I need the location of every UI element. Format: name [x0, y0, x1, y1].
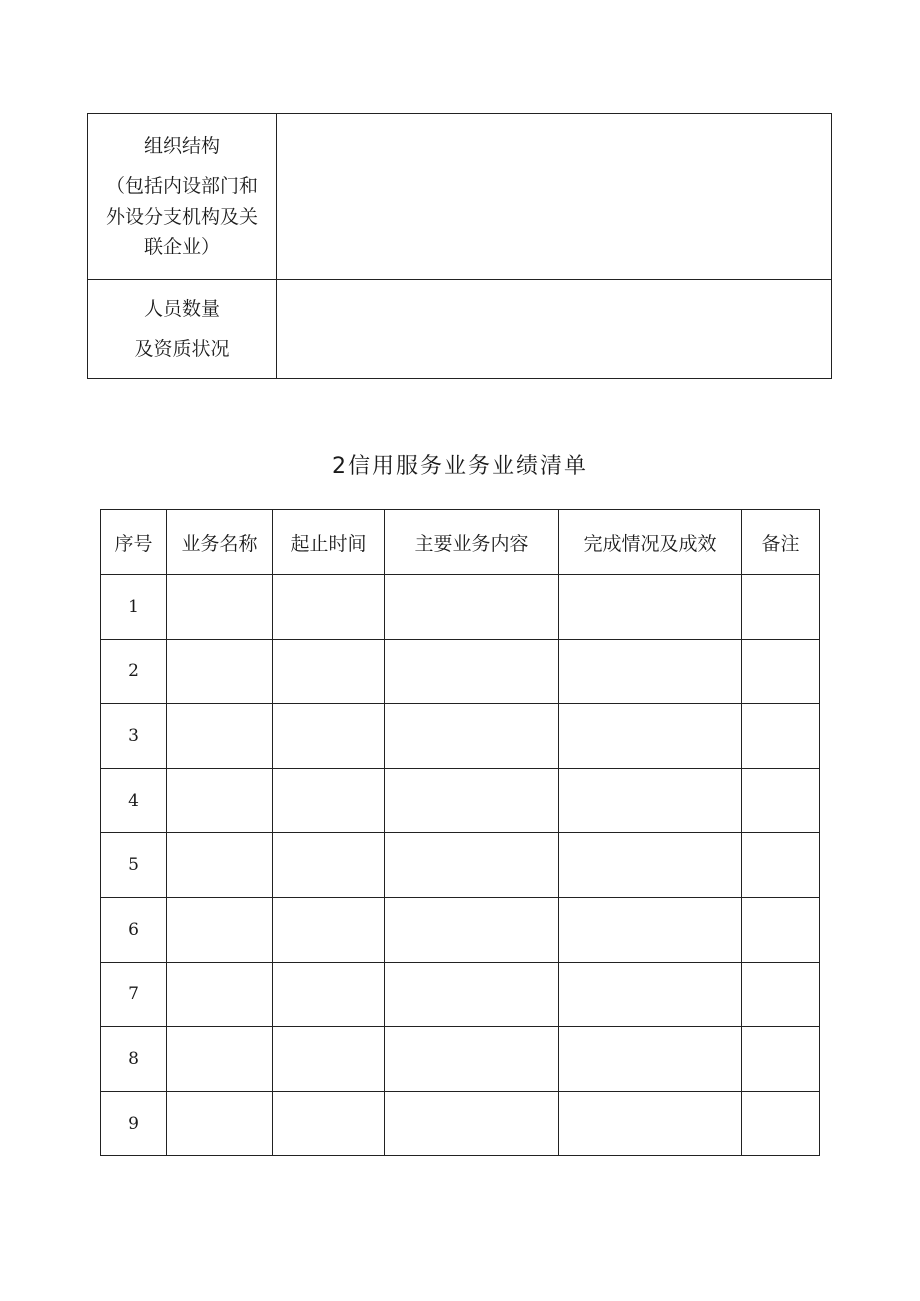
table-row: [101, 575, 820, 640]
main-content-cell[interactable]: [385, 575, 559, 640]
row-serial-no: 5: [101, 833, 167, 898]
remarks-cell[interactable]: [742, 1091, 820, 1156]
main-content-cell[interactable]: [385, 639, 559, 704]
table-row: [101, 962, 820, 1027]
remarks-cell[interactable]: [742, 768, 820, 833]
org-structure-detail-line: 联企业）: [143, 235, 220, 258]
period-cell[interactable]: [273, 639, 385, 704]
staff-row: [88, 280, 832, 379]
org-structure-title: 组织结构: [143, 134, 220, 157]
business-name-cell[interactable]: [167, 768, 273, 833]
table-row: [101, 1027, 820, 1092]
table-row: [101, 639, 820, 704]
completion-result-cell[interactable]: [559, 833, 742, 898]
table-row: [101, 704, 820, 769]
period-cell[interactable]: [273, 833, 385, 898]
staff-label: [88, 280, 277, 379]
period-cell[interactable]: [273, 704, 385, 769]
main-content-cell[interactable]: [385, 897, 559, 962]
table-row: [101, 768, 820, 833]
main-content-cell[interactable]: [385, 833, 559, 898]
header-main-content: 主要业务内容: [385, 510, 559, 575]
row-serial-no: 1: [101, 575, 167, 640]
business-name-cell[interactable]: [167, 575, 273, 640]
business-name-cell[interactable]: [167, 962, 273, 1027]
remarks-cell[interactable]: [742, 833, 820, 898]
org-structure-row: [88, 114, 832, 280]
header-serial-no: 序号: [101, 510, 167, 575]
completion-result-cell[interactable]: [559, 575, 742, 640]
table-header-row: [101, 510, 820, 575]
header-completion-result: 完成情况及成效: [559, 510, 742, 575]
period-cell[interactable]: [273, 1091, 385, 1156]
org-structure-value-cell[interactable]: [277, 114, 832, 280]
remarks-cell[interactable]: [742, 639, 820, 704]
header-business-name: 业务名称: [167, 510, 273, 575]
table-row: [101, 897, 820, 962]
period-cell[interactable]: [273, 962, 385, 1027]
staff-value-cell[interactable]: [277, 280, 832, 379]
completion-result-cell[interactable]: [559, 704, 742, 769]
remarks-cell[interactable]: [742, 575, 820, 640]
row-serial-no: 3: [101, 704, 167, 769]
remarks-cell[interactable]: [742, 704, 820, 769]
completion-result-cell[interactable]: [559, 897, 742, 962]
remarks-cell[interactable]: [742, 962, 820, 1027]
row-serial-no: 4: [101, 768, 167, 833]
table-row: [101, 833, 820, 898]
completion-result-cell[interactable]: [559, 1091, 742, 1156]
header-period: 起止时间: [273, 510, 385, 575]
completion-result-cell[interactable]: [559, 962, 742, 1027]
staff-label-line: 及资质状况: [134, 338, 230, 360]
business-name-cell[interactable]: [167, 704, 273, 769]
org-structure-detail-line: 外设分支机构及关: [105, 205, 258, 228]
period-cell[interactable]: [273, 897, 385, 962]
main-content-cell[interactable]: [385, 768, 559, 833]
business-name-cell[interactable]: [167, 639, 273, 704]
org-structure-detail-line: （包括内设部门和: [105, 175, 258, 198]
row-serial-no: 2: [101, 639, 167, 704]
performance-section-title: 2信用服务业务业绩清单: [332, 454, 588, 479]
row-serial-no: 6: [101, 897, 167, 962]
staff-label-line: 人员数量: [143, 297, 220, 320]
completion-result-cell[interactable]: [559, 1027, 742, 1092]
period-cell[interactable]: [273, 575, 385, 640]
main-content-cell[interactable]: [385, 962, 559, 1027]
remarks-cell[interactable]: [742, 1027, 820, 1092]
business-name-cell[interactable]: [167, 1027, 273, 1092]
completion-result-cell[interactable]: [559, 639, 742, 704]
business-name-cell[interactable]: [167, 897, 273, 962]
remarks-cell[interactable]: [742, 897, 820, 962]
header-remarks: 备注: [742, 510, 820, 575]
business-name-cell[interactable]: [167, 1091, 273, 1156]
row-serial-no: 8: [101, 1027, 167, 1092]
main-content-cell[interactable]: [385, 1091, 559, 1156]
org-structure-label: [88, 114, 277, 280]
business-name-cell[interactable]: [167, 833, 273, 898]
row-serial-no: 9: [101, 1091, 167, 1156]
performance-table: [100, 509, 820, 1156]
table-row: [101, 1091, 820, 1156]
period-cell[interactable]: [273, 768, 385, 833]
period-cell[interactable]: [273, 1027, 385, 1092]
main-content-cell[interactable]: [385, 704, 559, 769]
organization-info-table: [87, 113, 832, 379]
completion-result-cell[interactable]: [559, 768, 742, 833]
row-serial-no: 7: [101, 962, 167, 1027]
main-content-cell[interactable]: [385, 1027, 559, 1092]
